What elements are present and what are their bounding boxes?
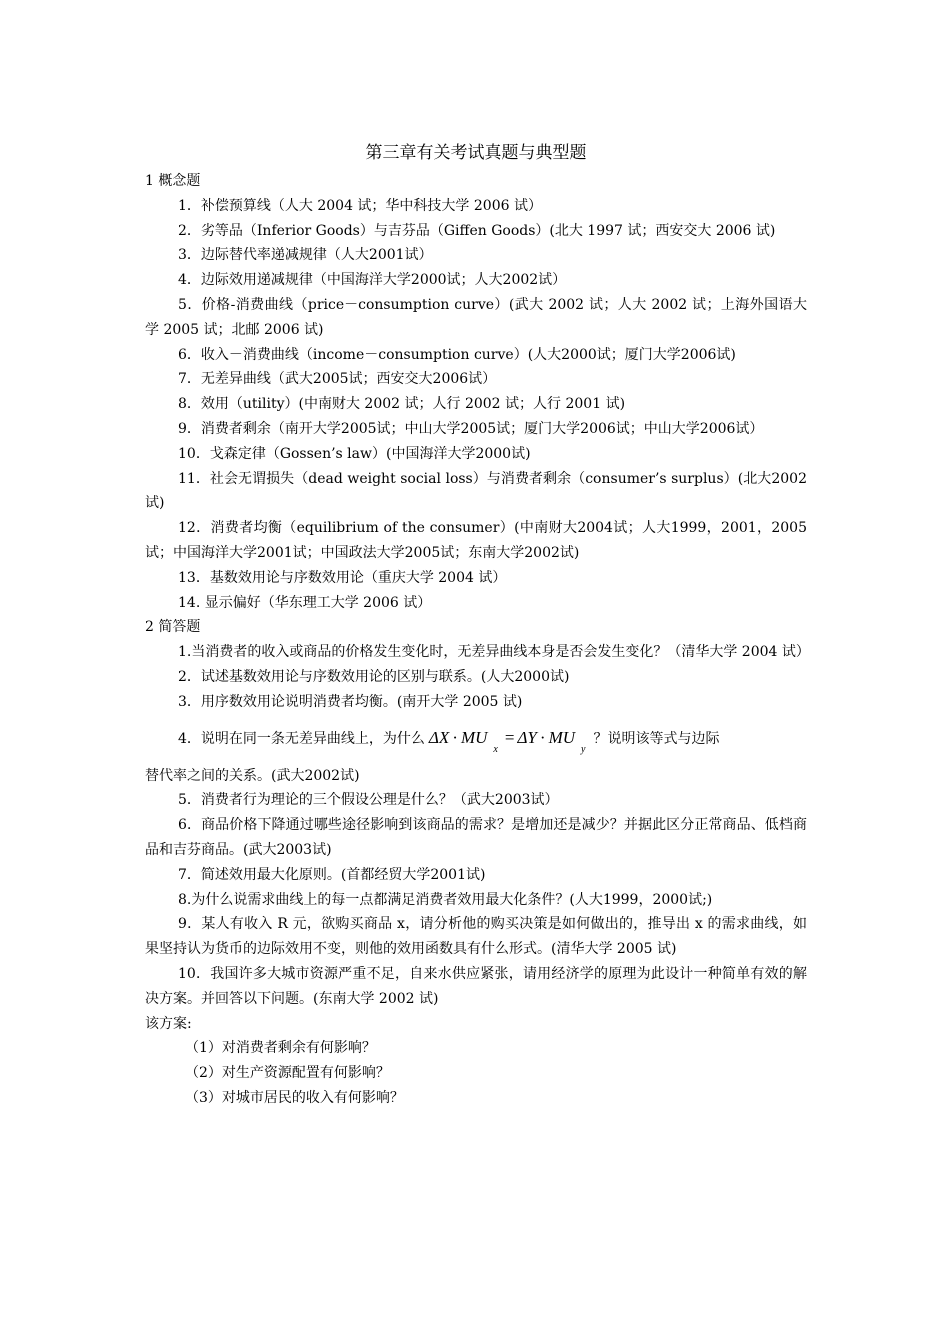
scheme-label: 该方案: <box>145 1015 192 1032</box>
formula-delta-x: ΔX <box>428 727 450 747</box>
concept-item: 2．劣等品（Inferior Goods）与吉芬品（Giffen Goods）(北大 1997 试；西安交大 2006 试) <box>178 222 776 239</box>
question-item: 5．消费者行为理论的三个假设公理是什么？（武大2003试） <box>178 792 559 809</box>
formula-dot: · <box>452 727 458 747</box>
concept-item: 1．补偿预算线（人大 2004 试；华中科技大学 2006 试） <box>178 197 542 214</box>
question-item: 10．我国许多大城市资源严重不足，自来水供应紧张，请用经济学的原理为此设计一种简单有效的解决方案。并回答以下问题。(东南大学 2002 试) <box>145 965 807 1007</box>
question-continuation: 替代率之间的关系。(武大2002试) <box>145 767 360 784</box>
question-item-formula <box>145 715 807 758</box>
sub-question: （2）对生产资源配置有何影响？ <box>185 1065 390 1082</box>
concept-item: 3．边际替代率递减规律（人大2001试） <box>178 247 433 264</box>
formula-mu-y: MU <box>548 727 576 747</box>
sub-question: （1）对消费者剩余有何影响？ <box>185 1040 376 1057</box>
concept-item: 9．消费者剩余（南开大学2005试；中山大学2005试；厦门大学2006试；中山大学2006试） <box>178 420 764 437</box>
question-item: 1.当消费者的收入或商品的价格发生变化时，无差异曲线本身是否会发生变化？（清华大学 2004 试） <box>178 644 810 661</box>
concept-item: 7．无差异曲线（武大2005试；西安交大2006试） <box>178 371 497 388</box>
marginal-utility-formula <box>425 721 594 758</box>
formula-subscript-x: x <box>493 743 498 755</box>
concept-item: 5．价格-消费曲线（price－consumption curve）(武大 2002 试；人大 2002 试；上海外国语大学 2005 试；北邮 2006 试) <box>145 296 807 338</box>
question-text-before-formula: 4．说明在同一条无差异曲线上，为什么 <box>178 730 425 747</box>
question-item: 7．简述效用最大化原则。(首都经贸大学2001试) <box>178 866 486 883</box>
page-title: 第三章有关考试真题与典型题 <box>365 143 587 163</box>
concept-item: 8．效用（utility）(中南财大 2002 试；人行 2002 试；人行 2001 试) <box>178 396 626 413</box>
section-heading-short-answer: 2 简答题 <box>145 619 201 636</box>
section-heading-concepts: 1 概念题 <box>145 173 201 189</box>
question-item: 6．商品价格下降通过哪些途径影响到该商品的需求？是增加还是减少？并据此区分正常商品、低档商品和吉芬商品。(武大2003试) <box>145 817 807 858</box>
concept-item: 14. 显示偏好（华东理工大学 2006 试） <box>178 594 432 611</box>
formula-mu-x: MU <box>460 727 488 747</box>
question-item: 8.为什么说需求曲线上的每一点都满足消费者效用最大化条件？(人大1999，2000试;) <box>178 891 713 908</box>
concept-item: 13．基数效用论与序数效用论（重庆大学 2004 试） <box>178 569 507 586</box>
sub-question: （3）对城市居民的收入有何影响？ <box>185 1089 404 1106</box>
formula-dot-2: · <box>539 727 546 747</box>
question-item: 9．某人有收入 R 元，欲购买商品 x，请分析他的购买决策是如何做出的，推导出 x 的需求曲线，如果坚持认为货币的边际效用不变，则他的效用函数具有什么形式。(清华大学 2005 试) <box>145 916 807 958</box>
concept-item: 12．消费者均衡（equilibrium of the consumer）(中南财大2004试；人大1999，2001，2005试；中国海洋大学2001试；中国政法大学2005试；东南大学2002试) <box>145 520 807 561</box>
formula-delta-y: ΔY <box>517 727 537 747</box>
question-item: 2．试述基数效用论与序数效用论的区别与联系。(人大2000试) <box>178 668 570 685</box>
formula-subscript-y: y <box>581 743 586 755</box>
concept-item: 4．边际效用递减规律（中国海洋大学2000试；人大2002试） <box>178 272 567 289</box>
formula-equals: = <box>504 727 515 747</box>
concept-item: 11．社会无谓损失（dead weight social loss）与消费者剩余（consumer’s surplus）(北大2002试) <box>145 470 807 512</box>
concept-item: 6．收入－消费曲线（income－consumption curve）(人大2000试；厦门大学2006试) <box>178 346 736 363</box>
question-item: 3．用序数效用论说明消费者均衡。(南开大学 2005 试) <box>178 693 523 710</box>
document-body <box>145 139 810 1111</box>
concept-item: 10．戈森定律（Gossen’s law）(中国海洋大学2000试) <box>178 445 531 462</box>
question-text-after-formula: ？说明该等式与边际 <box>593 730 720 747</box>
